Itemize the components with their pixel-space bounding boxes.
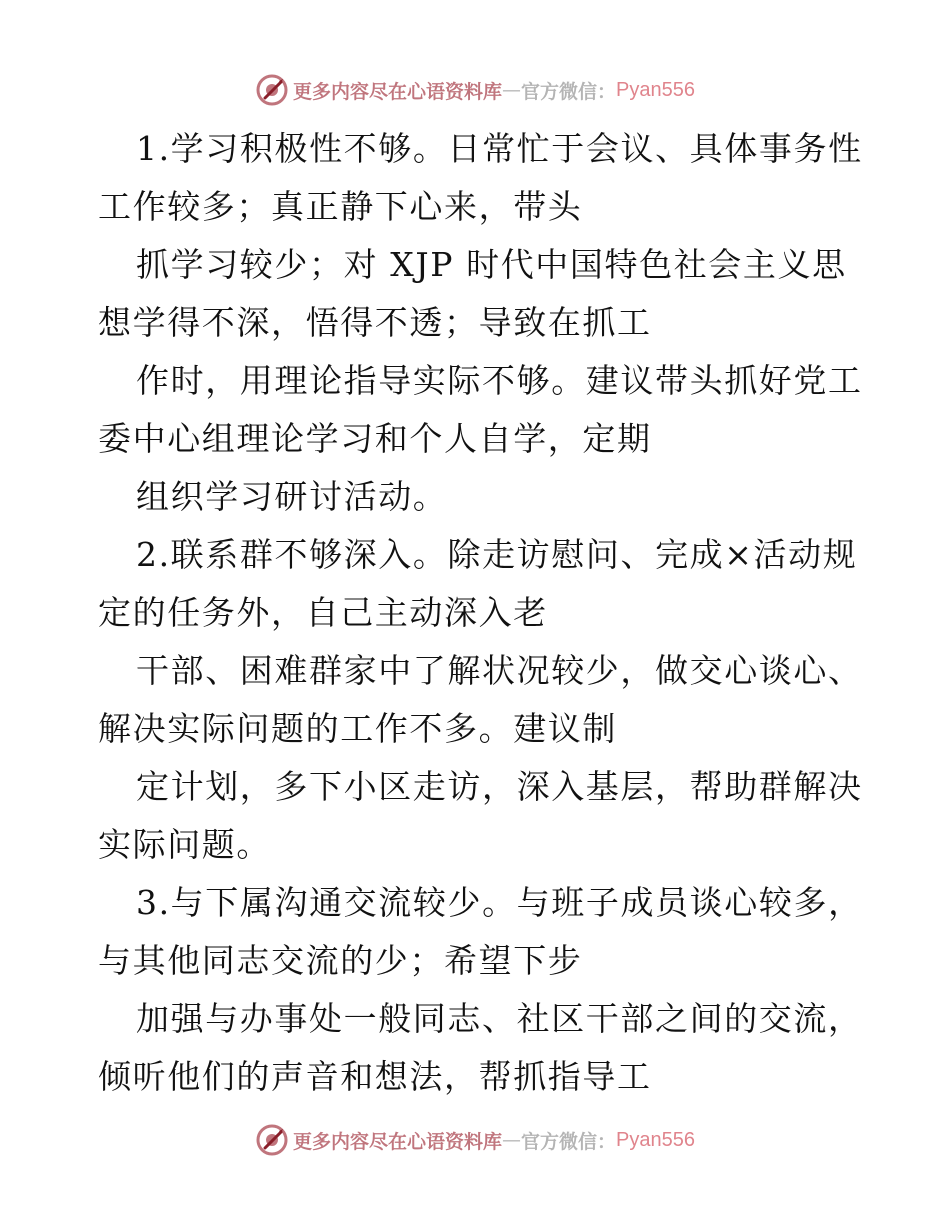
text-line: 加强与办事处一般同志、社区干部之间的交流，	[136, 999, 863, 1038]
text-line: 工作较多；真正静下心来，带头	[98, 187, 583, 226]
text-line: 组织学习研讨活动。	[136, 477, 448, 516]
text-line: 与其他同志交流的少；希望下步	[98, 941, 583, 980]
banner-wechat-id: Pyan556	[616, 1128, 695, 1151]
text-line: 1.学习积极性不够。日常忙于会议、具体事务性	[136, 129, 863, 168]
text-line: 定的任务外，自己主动深入老	[98, 593, 548, 632]
banner-label: 官方微信：	[521, 80, 617, 103]
footer-watermark-banner	[0, 1120, 950, 1160]
text-line: 2.联系群不够深入。除走访慰问、完成×活动规	[136, 535, 858, 574]
document-body	[98, 120, 863, 1106]
banner-wechat-id: Pyan556	[616, 78, 695, 101]
text-line: 委中心组理论学习和个人自学，定期	[98, 419, 652, 458]
text-line: 定计划，多下小区走访，深入基层，帮助群解决	[136, 767, 863, 806]
header-watermark-banner	[0, 70, 950, 110]
brand-logo-icon	[255, 73, 289, 107]
banner-main-text: 更多内容尽在心语资料库	[293, 80, 503, 103]
text-line: 干部、困难群家中了解状况较少，做交心谈心、	[136, 651, 863, 690]
text-line: 想学得不深，悟得不透；导致在抓工	[98, 303, 652, 342]
text-line: 倾听他们的声音和想法，帮抓指导工	[98, 1057, 652, 1096]
banner-label: 官方微信：	[521, 1130, 617, 1153]
text-line: 解决实际问题的工作不多。建议制	[98, 709, 617, 748]
text-line: 实际问题。	[98, 825, 271, 864]
text-line: 作时，用理论指导实际不够。建议带头抓好党工	[136, 361, 863, 400]
text-line: 抓学习较少；对 XJP 时代中国特色社会主义思	[136, 245, 847, 284]
banner-dash: —	[502, 79, 522, 101]
brand-logo-icon	[255, 1123, 289, 1157]
banner-main-text: 更多内容尽在心语资料库	[293, 1130, 503, 1153]
text-line: 3.与下属沟通交流较少。与班子成员谈心较多，	[136, 883, 863, 922]
banner-dash: —	[502, 1129, 522, 1151]
